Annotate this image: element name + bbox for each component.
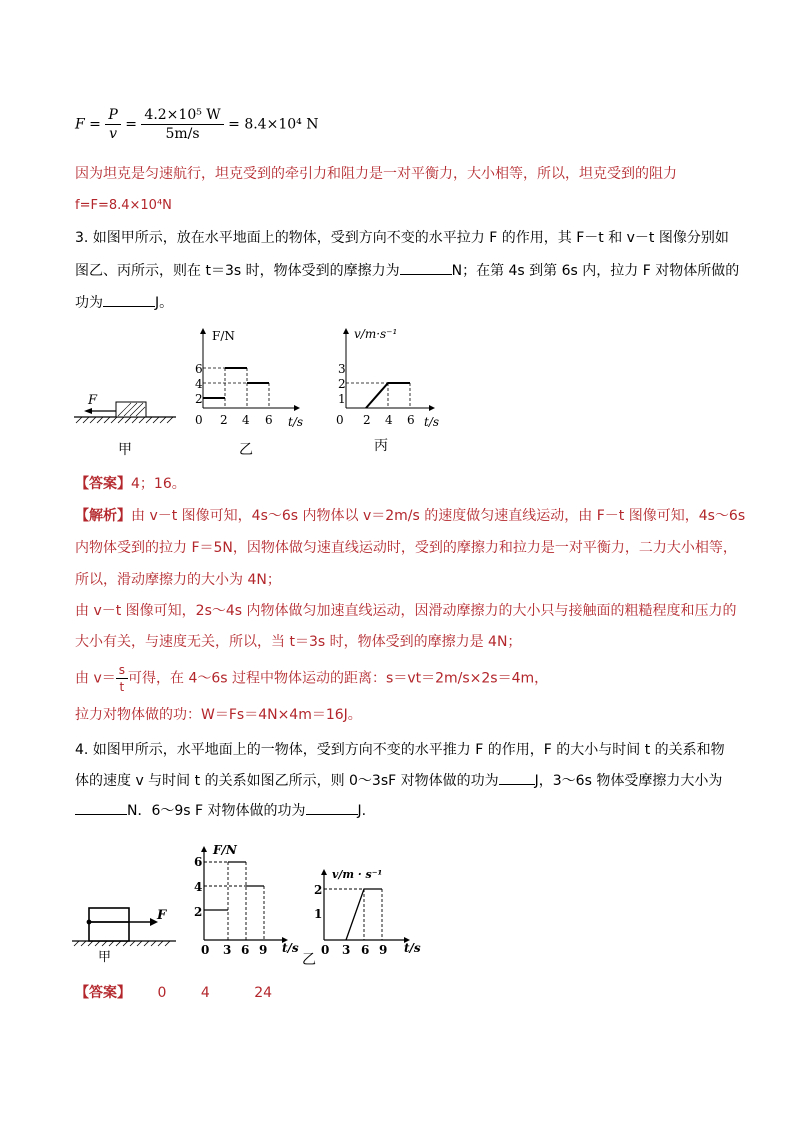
q3-yi-xlabel: t/s bbox=[288, 415, 304, 429]
q3-analysis-line3: 所以，滑动摩擦力的大小为 4N； bbox=[75, 572, 281, 588]
q4-v-xtick: 0 bbox=[321, 943, 330, 957]
q3-analysis-line7: 拉力对物体做的功：W＝Fs＝4N×4m＝16J。 bbox=[75, 707, 362, 723]
q4-v-ytick: 1 bbox=[314, 907, 323, 921]
q4-blank-friction bbox=[75, 800, 127, 815]
q4-f-xtick: 0 bbox=[201, 943, 210, 957]
formula-lhs: F bbox=[75, 116, 85, 133]
q4-v-xtick: 9 bbox=[379, 943, 388, 957]
q3-yi-ylabel: F/N bbox=[212, 329, 235, 343]
q4-answer-value: 0 bbox=[157, 985, 167, 1001]
q4-answer-value: 24 bbox=[254, 985, 273, 1001]
q4-jia-force-label: F bbox=[157, 908, 167, 923]
q4-figures bbox=[66, 838, 426, 968]
q4-v-ytick: 2 bbox=[314, 883, 323, 897]
q4-v-xtick: 6 bbox=[361, 943, 370, 957]
q4-f-ytick: 4 bbox=[194, 880, 203, 894]
q4-f-xlabel: t/s bbox=[282, 941, 299, 955]
q4-f-xtick: 3 bbox=[223, 943, 232, 957]
q3-bing-caption: 丙 bbox=[374, 438, 388, 454]
q3-yi-xtick: 4 bbox=[242, 413, 250, 427]
q3-yi-xtick: 6 bbox=[265, 413, 273, 427]
q4-block bbox=[89, 908, 129, 941]
q3-analysis-line2: 内物体受到的拉力 F＝5N，因物体做匀速直线运动时，受到的摩擦力和拉力是一对平衡力，二力大小相等， bbox=[75, 540, 737, 556]
q4-jia-caption: 甲 bbox=[98, 950, 112, 965]
q3-yi-caption: 乙 bbox=[239, 442, 253, 458]
q3-yi-xtick: 0 bbox=[195, 413, 203, 427]
q3-bing-ytick: 1 bbox=[338, 392, 346, 406]
formula-fraction-values: $\frac{\text{4.2×10⁵ W}}{5m/s}$ bbox=[141, 106, 223, 143]
q3-figures bbox=[66, 322, 446, 462]
q3-analysis-line6: 由 v＝ $\frac{s}{t}$ 可得，在 4～6s 过程中物体运动的距离：s＝vt＝2m/s×2s＝4m， bbox=[75, 663, 549, 694]
q3-analysis-line4: 由 v－t 图像可知，2s～4s 内物体做匀加速直线运动，因滑动摩擦力的大小只与接触面的粗糙程度和压力的 bbox=[75, 603, 737, 619]
prev-explanation-line2: f=F=8.4×10⁴N bbox=[75, 198, 172, 213]
prev-explanation-line1: 因为坦克是匀速航行，坦克受到的牵引力和阻力是一对平衡力，大小相等，所以，坦克受到的阻力 bbox=[75, 166, 677, 182]
q4-f-ytick: 6 bbox=[194, 855, 203, 869]
q3-text-line2: 图乙、丙所示，则在 t＝3s 时，物体受到的摩擦力为 N；在第 4s 到第 6s 内，拉力 F 对物体所做的 bbox=[75, 260, 739, 281]
q4-text-line2: 体的速度 v 与时间 t 的关系如图乙所示，则 0～3sF 对物体做的功为 J，3～6s 物体受摩擦力大小为 bbox=[75, 770, 722, 791]
q3-jia-caption: 甲 bbox=[118, 442, 132, 458]
q4-text-line1: 4. 如图甲所示，水平地面上的一物体，受到方向不变的水平推力 F 的作用，F 的大小与时间 t 的关系和物 bbox=[75, 742, 725, 758]
q3-bing-xlabel: t/s bbox=[424, 415, 440, 429]
q4-yi-caption: 乙 bbox=[302, 952, 316, 968]
q3-bing-xtick: 0 bbox=[336, 413, 344, 427]
formula-result: 8.4×10⁴ N bbox=[244, 116, 319, 133]
q4-v-xlabel: t/s bbox=[404, 941, 421, 955]
q3-bing-ytick: 3 bbox=[338, 362, 346, 376]
q4-answer: 【答案】 0 4 24 bbox=[75, 985, 273, 1001]
q4-f-xtick: 9 bbox=[259, 943, 268, 957]
q3-bing-xtick: 6 bbox=[407, 413, 415, 427]
q3-bing-ytick: 2 bbox=[338, 377, 346, 391]
q3-yi-ytick: 4 bbox=[195, 377, 203, 391]
q4-f-ylabel: F/N bbox=[213, 843, 237, 857]
q4-fig-jia bbox=[72, 908, 176, 965]
q3-analysis-line1: 【解析】由 v－t 图像可知，4s～6s 内物体以 v＝2m/s 的速度做匀速直线运动，由 F－t 图像可知，4s～6s bbox=[75, 508, 746, 524]
force-formula: F = $\frac{P}{v}$ = $\frac{\text{4.2×10⁵ W}}{5m/s}$ = 8.4×10⁴ N bbox=[75, 107, 319, 142]
q3-bing-ylabel: v/m·s⁻¹ bbox=[354, 327, 398, 341]
q4-text-line3: N．6～9s F 对物体做的功为 J. bbox=[75, 800, 366, 821]
q3-blank-friction bbox=[400, 260, 452, 275]
q3-fig-jia bbox=[74, 393, 176, 458]
q3-analysis-line5: 大小有关，与速度无关，所以，当 t＝3s 时，物体受到的摩擦力是 4N； bbox=[75, 634, 522, 650]
q3-answer: 【答案】4；16。 bbox=[75, 476, 186, 492]
q4-v-ylabel: v/m · s⁻¹ bbox=[332, 868, 383, 881]
q3-fig-bing bbox=[336, 327, 439, 454]
q4-fig-force bbox=[194, 843, 316, 968]
q3-yi-ytick: 6 bbox=[195, 362, 203, 376]
q3-yi-xtick: 2 bbox=[220, 413, 228, 427]
q3-bing-xtick: 4 bbox=[385, 413, 393, 427]
q4-blank-work-0-3 bbox=[499, 770, 535, 785]
q4-blank-work-6-9 bbox=[306, 800, 358, 815]
q4-v-xtick: 3 bbox=[342, 943, 351, 957]
q3-bing-xtick: 2 bbox=[363, 413, 371, 427]
q4-answer-value: 4 bbox=[200, 985, 210, 1001]
q4-f-ytick: 2 bbox=[194, 905, 203, 919]
q3-jia-force-label: F bbox=[88, 393, 98, 408]
q3-blank-work bbox=[103, 292, 155, 307]
velocity-fraction: $\frac{s}{t}$ bbox=[116, 662, 128, 695]
q3-fig-yi bbox=[195, 328, 303, 458]
q3-text-line3: 功为 J。 bbox=[75, 292, 173, 313]
q4-fig-velocity bbox=[314, 868, 421, 957]
q3-text-line1: 3. 如图甲所示，放在水平地面上的物体，受到方向不变的水平拉力 F 的作用，其 F－t 和 v－t 图像分别如 bbox=[75, 230, 729, 246]
q3-yi-ytick: 2 bbox=[195, 392, 203, 406]
formula-fraction-pv: $\frac{P}{v}$ bbox=[105, 106, 120, 143]
q4-f-xtick: 6 bbox=[241, 943, 250, 957]
